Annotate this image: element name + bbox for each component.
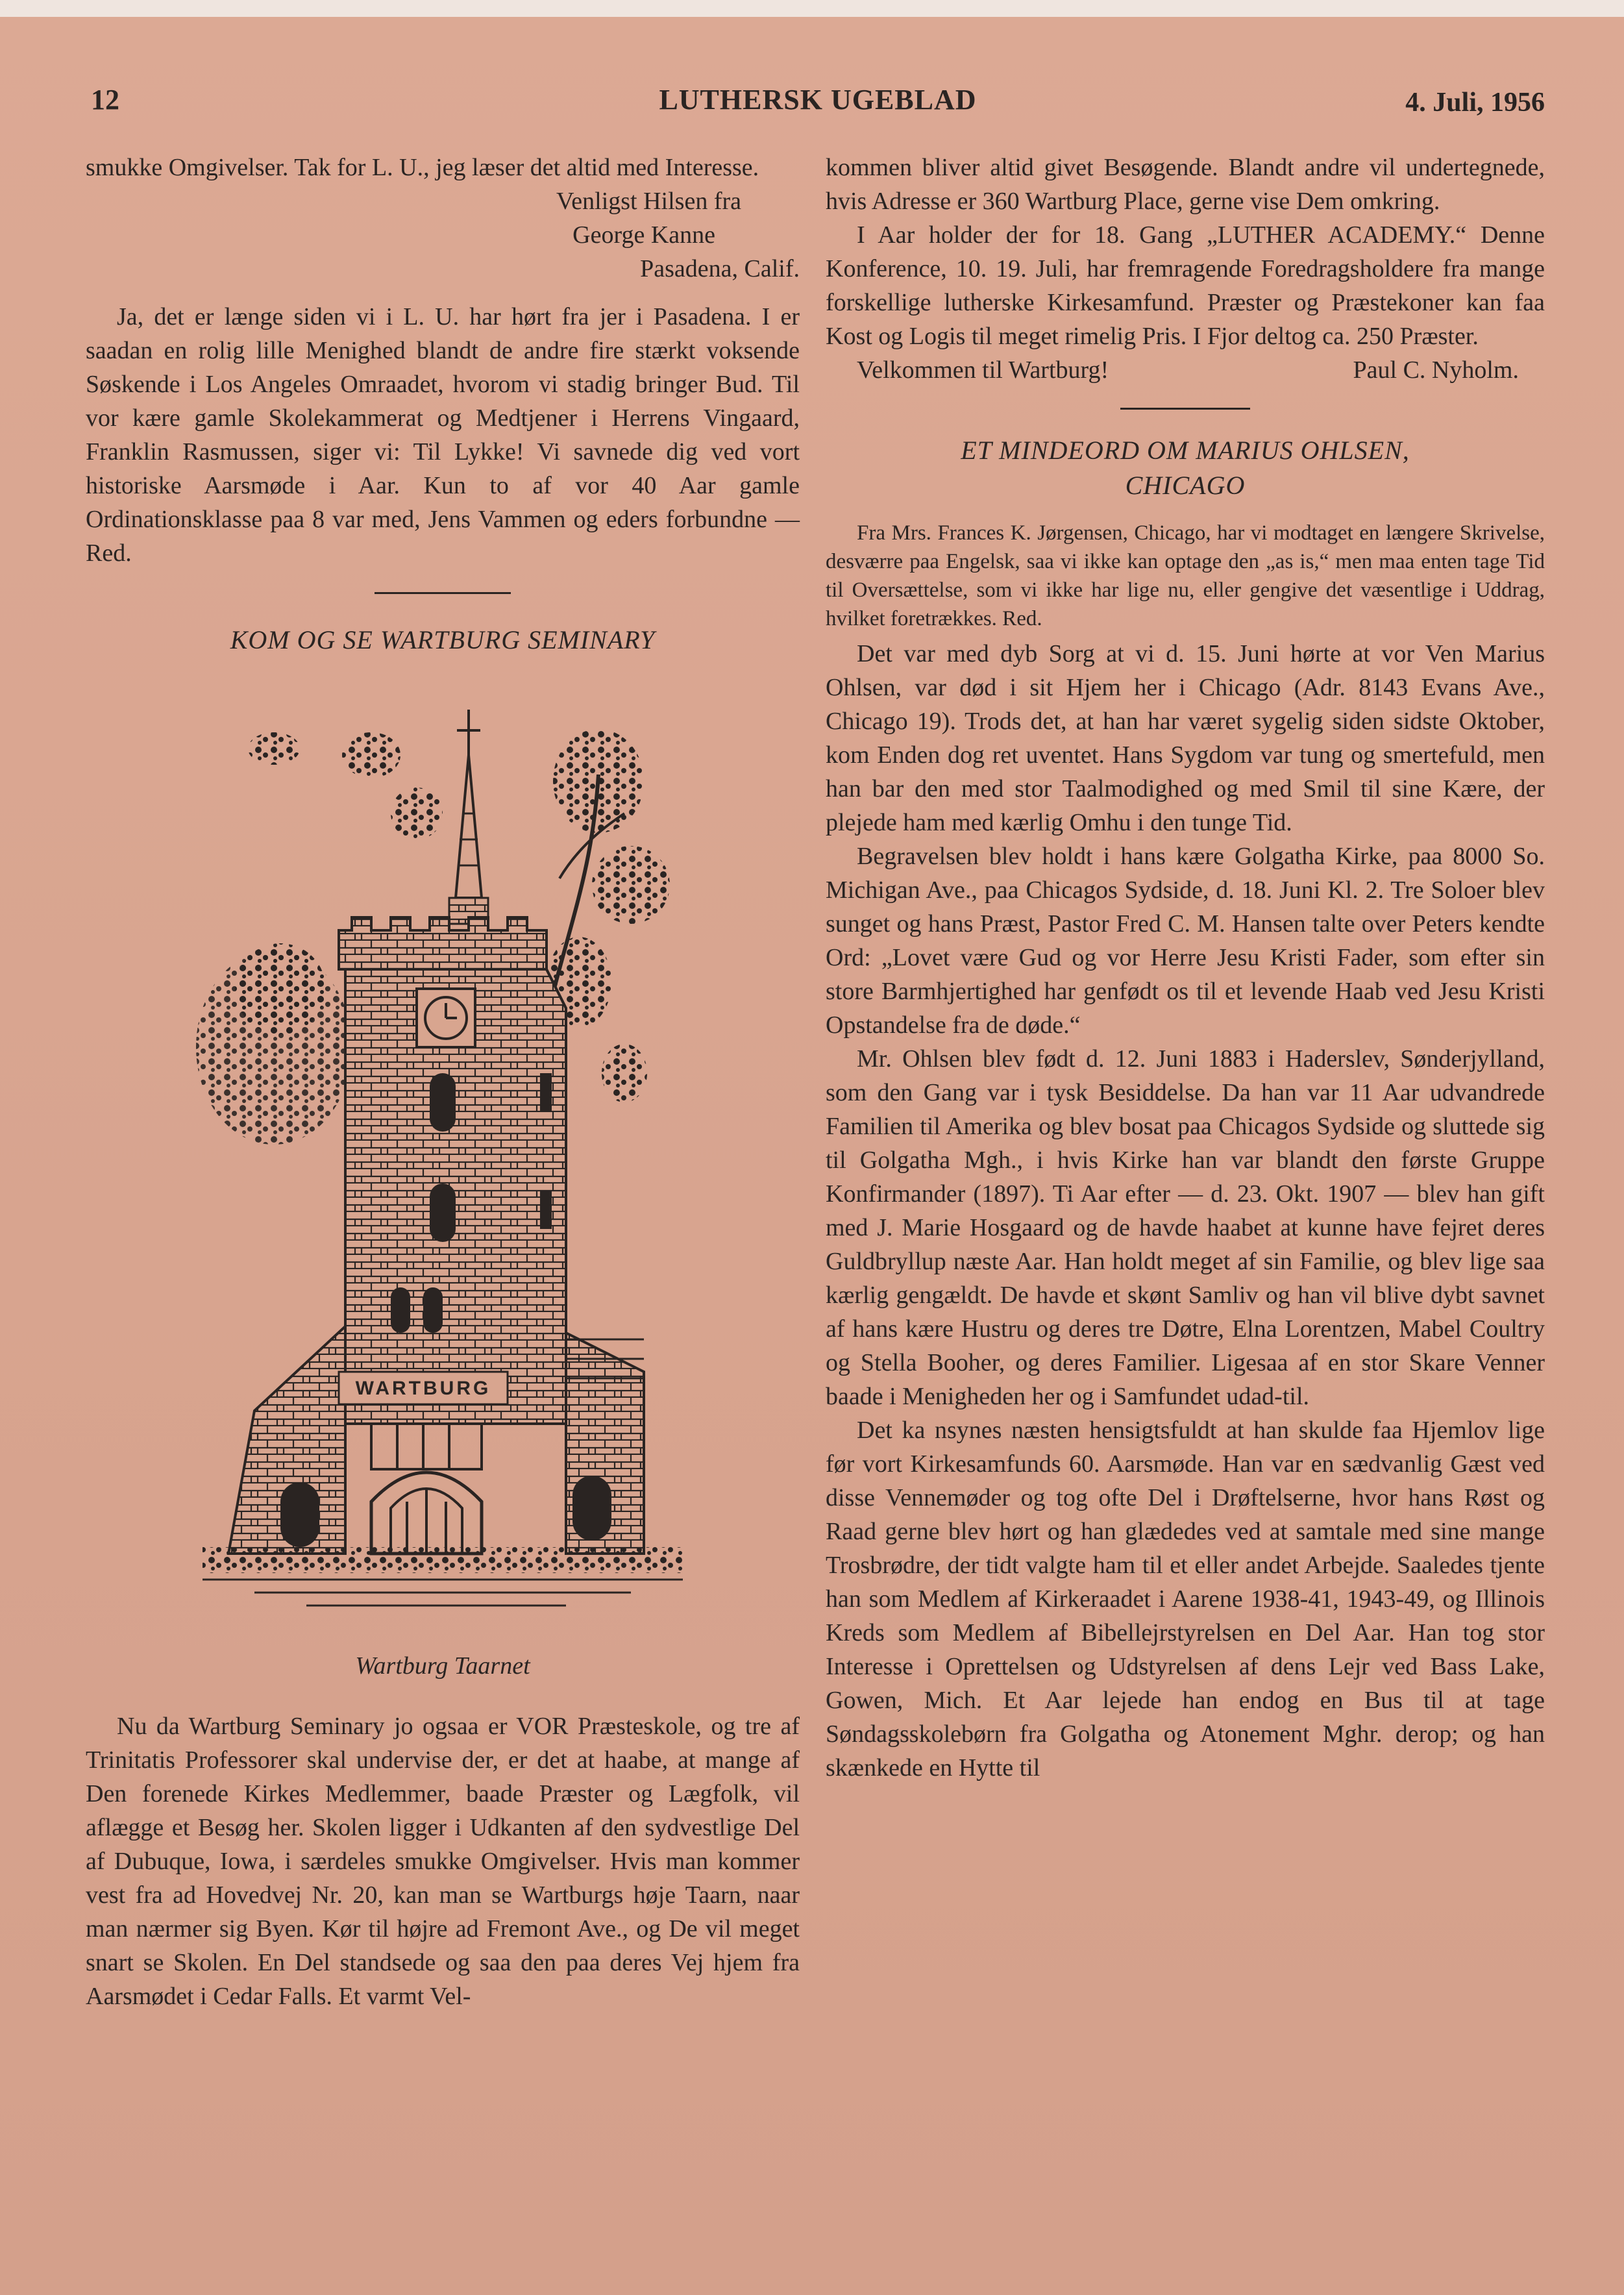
memorial-heading-line2: CHICAGO	[1125, 471, 1246, 500]
letter-greeting: Venligst Hilsen fra	[556, 188, 741, 215]
wartburg-article-continued: kommen bliver altid givet Besøgende. Blandt andre vil undertegnede, hvis Adresse er 360 Wartburg Place, gerne vise Dem omkring.	[826, 154, 1545, 215]
memorial-paragraph-1: Det var med dyb Sorg at vi d. 15. Juni hørte at vor Ven Marius Ohlsen, var død i sit Hjem her i Chicago (Adr. 8143 Evans Ave., Chicago 19). Trods det, at han har været sygelig siden sidste Oktober, kom Enden dog ret uventet. Hans Sygdom var tung og smertefuld, men han bar den med stor Taalmodighed og med Smil til sine Kære, der plejede ham med kærlig Omhu i den tunge Tid.	[826, 640, 1545, 836]
signer-name: Paul C. Nyholm.	[1353, 356, 1519, 384]
tower-drawing	[177, 684, 709, 1644]
memorial-paragraph-3: Mr. Ohlsen blev født d. 12. Juni 1883 i Haderslev, Sønderjylland, som den Gang var i tysk Besiddelse. Da han var 11 Aar udvandrede Familien til Amerika og blev bosat paa Chicagos Sydside og sluttede sig til Golgatha Mgh., i hvis Kirke han var blandt den første Gruppe Konfirmander (1897). Ti Aar efter — d. 23. Okt. 1907 — blev han gift med J. Marie Hosgaard og de havde haabet at kunne have fejret deres Guldbryllup næste Aar. Han holdt meget af sin Familie, og blev lige saa kærlig gengældt. De havde et skønt Samliv og han vil blive dybt savnet af hans kære Hustru og deres tre Døtre, Elna Lorentzen, Mabel Coultry og Stella Booher, og deres Familier. Ligesaa af en stor Skare Venner baade i Menigheden her og i Samfundet udad-til.	[826, 1045, 1545, 1410]
wartburg-signoff	[826, 353, 1545, 387]
section-divider	[375, 592, 511, 594]
right-column	[826, 151, 1545, 1785]
wartburg-article-text: Nu da Wartburg Seminary jo ogsaa er VOR Præsteskole, og tre af Trinitatis Professorer skal undervise der, er det at haabe, at mange af Den forenede Kirkes Medlemmer, baade Præster og Lægfolk, vil aflægge et Besøg her. Skolen ligger i Udkanten af den sydvestlige Del af Dubuque, Iowa, i særdeles smukke Omgivelser. Hvis man kommer vest fra ad Hovedvej Nr. 20, kan man se Wartburgs høje Taarn, naar man nærmer sig Byen. Kør til højre ad Fremont Ave., og De vil meget snart se Skolen. En Del standsede og saa den paa deres Vej hjem fra Aarsmødet i Cedar Falls. Et varmt Vel-	[86, 1713, 800, 2010]
page-header	[91, 83, 1545, 129]
scan-edge	[0, 0, 1624, 17]
tower-sign-text: WARTBURG	[355, 1378, 491, 1399]
memorial-heading-line1: ET MINDEORD OM MARIUS OHLSEN,	[961, 436, 1410, 465]
masthead: LUTHERSK UGEBLAD	[659, 84, 977, 116]
memorial-paragraph-4: Det ka nsynes næsten hensigtsfuldt at han skulde faa Hjemlov lige før vort Kirkesamfunds 60. Aarsmøde. Han var en sædvanlig Gæst ved disse Vennemøder og tog ofte Del i Drøftelserne, hvor hans Røst og Raad gerne blev hørt og han glædedes ved at samtale med sine mange Trosbrødre, der tidt valgte ham til et eller andet Arbejde. Saaledes tjente han som Medlem af Kirkeraadet i Aarene 1938-41, 1943-49, og Illinois Kreds som Medlem af Bibellejrstyrelsen en Del Aar. Han tog stor Interesse i Oprettelsen og Udstyrelsen af dens Lejr ved Bass Lake, Gowen, Mich. Et Aar lejede han endog en Bus til at tage Søndagsskolebørn fra Golgatha og Atonement Mghr. derop; og han skænkede en Hytte til	[826, 1417, 1545, 1781]
article-heading-wartburg: KOM OG SE WARTBURG SEMINARY	[230, 625, 656, 654]
figure-caption: Wartburg Taarnet	[355, 1652, 530, 1680]
issue-date: 4. Juli, 1956	[1405, 88, 1545, 118]
letter-closing: smukke Omgivelser. Tak for L. U., jeg læser det altid med Interesse.	[86, 154, 759, 181]
memorial-paragraph-2: Begravelsen blev holdt i hans kære Golgatha Kirke, paa 8000 So. Michigan Ave., paa Chicagos Sydside, d. 18. Juni Kl. 2. Tre Soloer blev sunget og hans Præst, Pastor Fred C. M. Hansen talte over Peters kendte Ord: „Lovet være Gud og vor Herre Jesu Kristi Fader, som efter sin store Barmhjertighed har genfødt os til et levende Haab ved Jesu Kristi Opstandelse fra de døde.“	[826, 843, 1545, 1039]
page-number: 12	[91, 84, 119, 116]
wartburg-tower-illustration	[177, 684, 709, 1644]
letter-location: Pasadena, Calif.	[640, 255, 800, 282]
left-column	[86, 151, 800, 2013]
welcome-line: Velkommen til Wartburg!	[857, 356, 1109, 384]
editor-intro-note: Fra Mrs. Frances K. Jørgensen, Chicago, har vi modtaget en længere Skrivelse, desværre paa Engelsk, saa vi ikke kan optage den „as is,“ men maa enten tage Tid til Oversættelse, som vi ikke har lige nu, eller gengive det væsentlige i Uddrag, hvilket foretrækkes. Red.	[826, 521, 1545, 630]
luther-academy-paragraph: I Aar holder der for 18. Gang „LUTHER ACADEMY.“ Denne Konference, 10. 19. Juli, har fremragende Foredragsholdere fra mange forskellige lutherske Kirkesamfund. Præster og Præstekoner kan faa Kost og Logis til meget rimelig Pris. I Fjor deltog ca. 250 Præster.	[826, 221, 1545, 350]
editor-reply: Ja, det er længe siden vi i L. U. har hørt fra jer i Pasadena. I er saadan en rolig lille Menighed blandt de andre fire stærkt voksende Søskende i Los Angeles Omraadet, hvorom vi stadig bringer Bud. Til vor kære gamle Skolekammerat og Medtjener i Herrens Vingaard, Franklin Rasmussen, siger vi: Til Lykke! Vi savnede dig ved vort historiske Aarsmøde i Aar. Kun to af vor 40 Aar gamle Ordinationsklasse paa 8 var med, Jens Vammen og eders forbundne — Red.	[86, 303, 800, 567]
letter-signer: George Kanne	[572, 221, 715, 249]
section-divider	[1120, 408, 1250, 410]
